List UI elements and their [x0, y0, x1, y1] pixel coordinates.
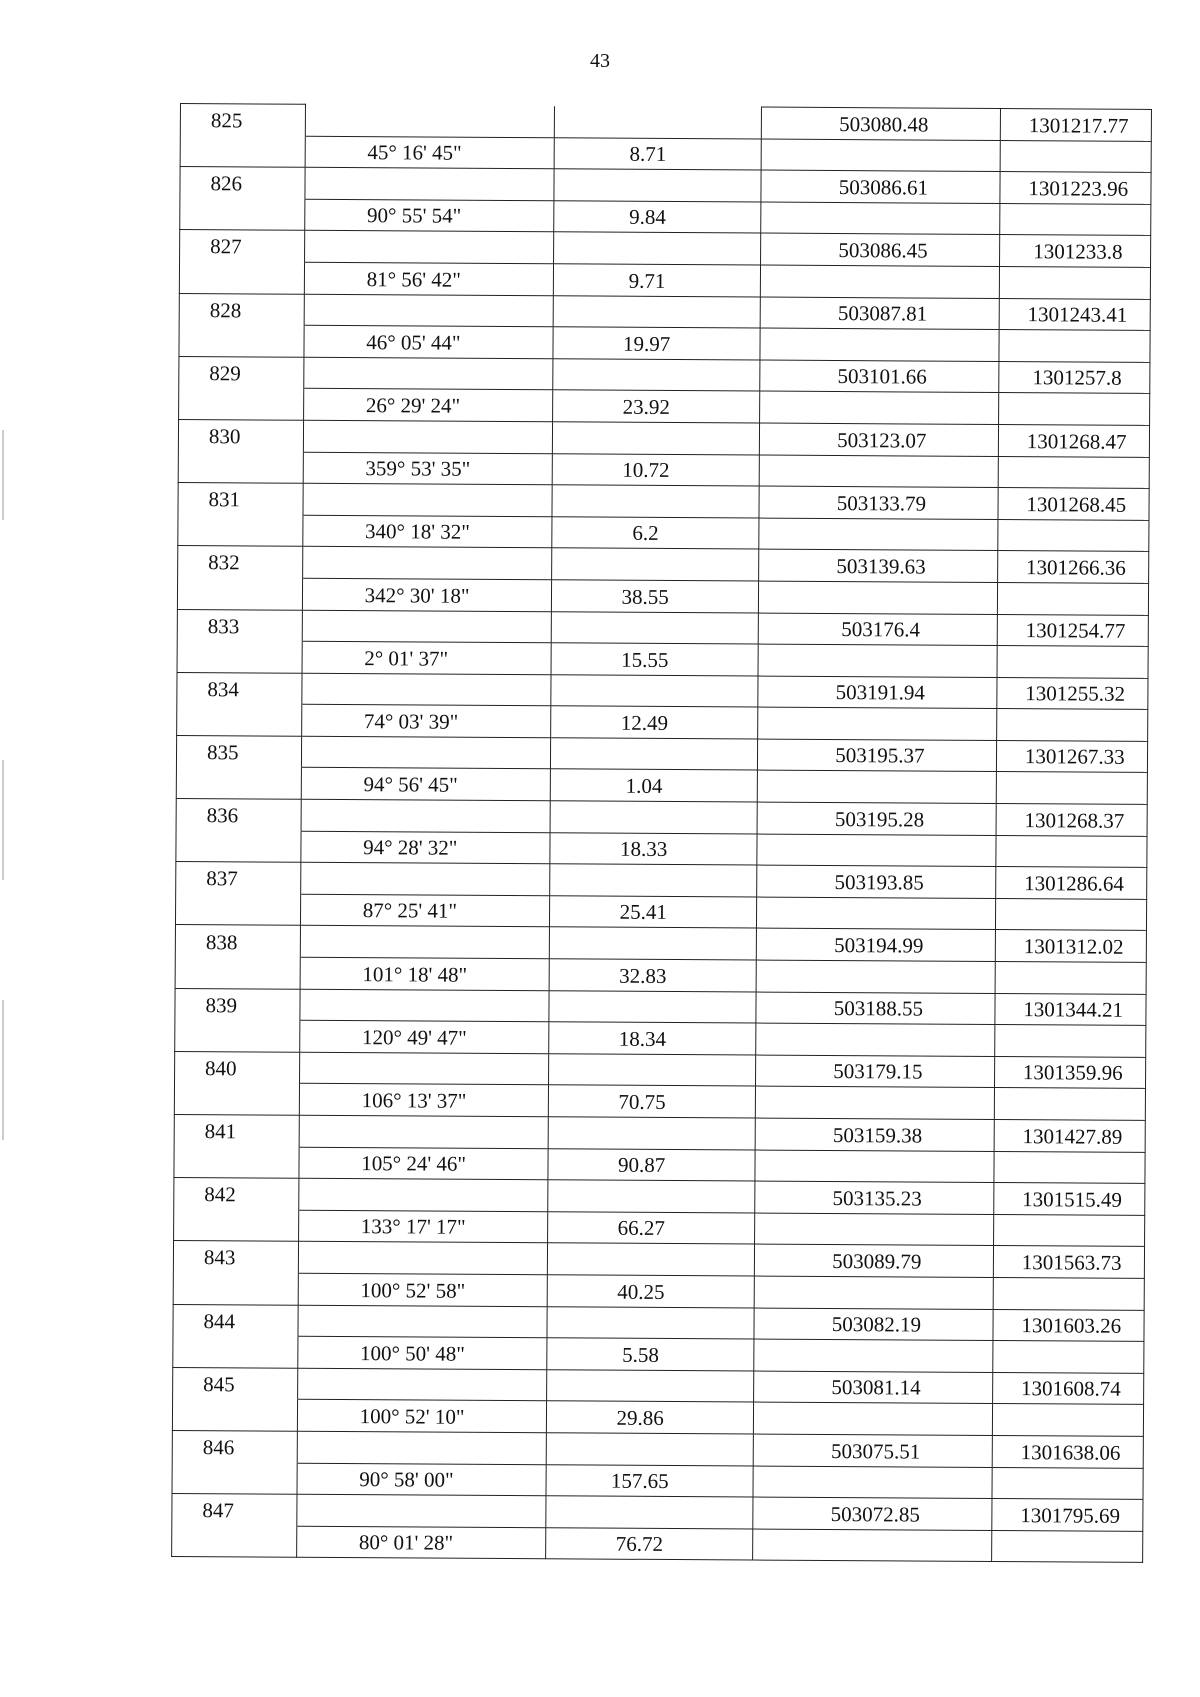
coordinate-x: 503072.85: [753, 1497, 991, 1530]
empty-cell: [760, 391, 998, 424]
coordinate-x: 503089.79: [755, 1244, 993, 1277]
empty-cell: [172, 1525, 297, 1557]
empty-cell: [180, 135, 305, 167]
empty-cell: [302, 673, 552, 706]
empty-cell: [755, 1213, 993, 1246]
empty-cell: [174, 1083, 299, 1115]
empty-cell: [993, 1151, 1145, 1184]
empty-cell: [177, 577, 302, 609]
coordinate-y: 1301255.32: [996, 677, 1148, 710]
empty-cell: [298, 1178, 548, 1211]
empty-cell: [552, 548, 759, 581]
coordinate-x: 503081.14: [754, 1371, 992, 1404]
coordinate-y: 1301267.33: [996, 740, 1148, 773]
coordinate-x: 503082.19: [754, 1308, 992, 1341]
bearing: 26° 29' 24": [303, 389, 553, 422]
empty-cell: [999, 266, 1151, 299]
empty-cell: [755, 1150, 993, 1183]
empty-cell: [551, 611, 758, 644]
coordinate-y: 1301268.37: [996, 804, 1148, 837]
point-number: 828: [179, 293, 304, 325]
empty-cell: [305, 167, 555, 200]
empty-cell: [180, 198, 305, 230]
bearing: 2° 01' 37": [302, 641, 552, 674]
coordinate-y: 1301795.69: [991, 1499, 1143, 1532]
empty-cell: [175, 893, 300, 925]
coordinate-x: 503101.66: [760, 360, 998, 393]
distance: 1.04: [550, 769, 757, 802]
distance: 18.34: [549, 1022, 756, 1055]
coordinate-y: 1301268.45: [997, 488, 1149, 521]
bearing: 87° 25' 41": [300, 894, 550, 927]
coordinate-y: 1301427.89: [994, 1119, 1146, 1152]
coordinate-x: 503159.38: [755, 1118, 993, 1151]
empty-cell: [761, 139, 999, 172]
empty-cell: [753, 1529, 991, 1562]
empty-cell: [552, 485, 759, 518]
empty-cell: [992, 1404, 1144, 1437]
empty-cell: [991, 1530, 1143, 1563]
distance: 8.71: [554, 137, 761, 170]
empty-cell: [997, 646, 1149, 679]
point-number: 843: [173, 1241, 298, 1273]
empty-cell: [297, 1368, 547, 1401]
coordinate-x: 503139.63: [759, 549, 997, 582]
coordinate-y: 1301243.41: [999, 298, 1151, 331]
bearing: 94° 28' 32": [301, 831, 551, 864]
empty-cell: [995, 835, 1147, 868]
empty-cell: [994, 1025, 1146, 1058]
distance: 9.71: [553, 264, 760, 297]
bearing: 94° 56' 45": [301, 768, 551, 801]
empty-cell: [179, 388, 304, 420]
point-number: 829: [179, 356, 304, 388]
empty-cell: [172, 1399, 297, 1431]
coordinate-y: 1301359.96: [994, 1056, 1146, 1089]
empty-cell: [546, 1433, 753, 1466]
empty-cell: [302, 610, 552, 643]
empty-cell: [993, 1214, 1145, 1247]
empty-cell: [992, 1341, 1144, 1374]
empty-cell: [554, 232, 761, 265]
empty-cell: [297, 1431, 547, 1464]
distance: 157.65: [546, 1464, 753, 1497]
empty-cell: [174, 1209, 299, 1241]
empty-cell: [298, 1305, 548, 1338]
coordinate-y: 1301257.8: [998, 361, 1150, 394]
empty-cell: [303, 420, 553, 453]
point-number: 834: [177, 672, 302, 704]
coordinate-x: 503087.81: [760, 297, 998, 330]
coordinate-x: 503176.4: [758, 613, 996, 646]
point-number: 845: [173, 1367, 298, 1399]
bearing: 45° 16' 45": [305, 136, 555, 169]
empty-cell: [760, 328, 998, 361]
distance: 9.84: [554, 201, 761, 234]
bearing: 340° 18' 32": [302, 515, 552, 548]
distance: 5.58: [547, 1338, 754, 1371]
point-number: 847: [172, 1494, 297, 1526]
bearing: 90° 58' 00": [297, 1463, 547, 1496]
empty-cell: [998, 456, 1150, 489]
point-number: 844: [173, 1304, 298, 1336]
coordinate-y: 1301254.77: [997, 614, 1149, 647]
empty-cell: [998, 393, 1150, 426]
empty-cell: [304, 294, 554, 327]
bearing: 100° 50' 48": [297, 1336, 547, 1369]
empty-cell: [297, 1494, 547, 1527]
scan-edge-mark: [2, 760, 4, 880]
empty-cell: [552, 422, 759, 455]
empty-cell: [305, 104, 555, 137]
empty-cell: [554, 169, 761, 202]
coordinate-y: 1301312.02: [995, 930, 1147, 963]
distance: 12.49: [551, 706, 758, 739]
distance: 15.55: [551, 643, 758, 676]
segment-row: [172, 1525, 1143, 1563]
empty-cell: [996, 772, 1148, 805]
empty-cell: [754, 1276, 992, 1309]
empty-cell: [753, 1466, 991, 1499]
empty-cell: [300, 926, 550, 959]
bearing: 105° 24' 46": [299, 1147, 549, 1180]
empty-cell: [996, 709, 1148, 742]
point-number: 825: [180, 104, 305, 136]
empty-cell: [551, 738, 758, 771]
distance: 29.86: [547, 1401, 754, 1434]
distance: 38.55: [552, 580, 759, 613]
empty-cell: [301, 799, 551, 832]
distance: 76.72: [546, 1527, 753, 1560]
bearing: 359° 53' 35": [303, 452, 553, 485]
point-number: 846: [172, 1430, 297, 1462]
bearing: 106° 13' 37": [299, 1084, 549, 1117]
coordinate-table: [171, 103, 1152, 1563]
point-number: 839: [175, 988, 300, 1020]
distance: 90.87: [548, 1148, 755, 1181]
bearing: 342° 30' 18": [302, 578, 552, 611]
point-number: 831: [178, 483, 303, 515]
coordinate-y: 1301608.74: [992, 1372, 1144, 1405]
empty-cell: [553, 359, 760, 392]
empty-cell: [999, 203, 1151, 236]
empty-cell: [546, 1496, 753, 1529]
empty-cell: [1000, 140, 1152, 173]
empty-cell: [759, 455, 997, 488]
empty-cell: [302, 547, 552, 580]
coordinate-y: 1301266.36: [997, 551, 1149, 584]
empty-cell: [548, 1117, 755, 1150]
empty-cell: [758, 707, 996, 740]
distance: 23.92: [553, 390, 760, 423]
distance: 70.75: [548, 1085, 755, 1118]
empty-cell: [756, 960, 994, 993]
empty-cell: [549, 1054, 756, 1087]
point-number: 836: [176, 799, 301, 831]
distance: 10.72: [552, 453, 759, 486]
scan-edge-mark: [2, 1000, 4, 1140]
empty-cell: [759, 518, 997, 551]
empty-cell: [550, 801, 757, 834]
coordinate-y: 1301268.47: [998, 424, 1150, 457]
point-number: 830: [178, 419, 303, 451]
point-number: 835: [176, 735, 301, 767]
empty-cell: [175, 1020, 300, 1052]
coordinate-x: 503179.15: [756, 1055, 994, 1088]
distance: 6.2: [552, 516, 759, 549]
empty-cell: [173, 1272, 298, 1304]
coordinate-x: 503080.48: [762, 107, 1000, 140]
coordinate-x: 503188.55: [756, 992, 994, 1025]
empty-cell: [547, 1306, 754, 1339]
empty-cell: [757, 834, 995, 867]
empty-cell: [992, 1467, 1144, 1500]
distance: 18.33: [550, 832, 757, 865]
empty-cell: [179, 261, 304, 293]
empty-cell: [995, 962, 1147, 995]
empty-cell: [177, 641, 302, 673]
point-number: 826: [180, 167, 305, 199]
distance: 40.25: [547, 1275, 754, 1308]
point-number: 827: [180, 230, 305, 262]
distance: 66.27: [548, 1212, 755, 1245]
empty-cell: [299, 1052, 549, 1085]
coordinate-x: 503123.07: [760, 423, 998, 456]
empty-cell: [754, 1339, 992, 1372]
point-number: 840: [175, 1051, 300, 1083]
empty-cell: [761, 265, 999, 298]
empty-cell: [993, 1277, 1145, 1310]
bearing: 101° 18' 48": [300, 957, 550, 990]
empty-cell: [759, 581, 997, 614]
empty-cell: [549, 927, 756, 960]
empty-cell: [176, 767, 301, 799]
distance: 25.41: [550, 896, 757, 929]
empty-cell: [178, 514, 303, 546]
empty-cell: [174, 1146, 299, 1178]
scan-edge-mark: [2, 430, 4, 520]
bearing: 46° 05' 44": [304, 325, 554, 358]
bearing: 80° 01' 28": [296, 1526, 546, 1559]
point-number: 837: [176, 862, 301, 894]
empty-cell: [756, 1086, 994, 1119]
empty-cell: [173, 1336, 298, 1368]
coordinate-x: 503086.61: [761, 170, 999, 203]
bearing: 133° 17' 17": [298, 1210, 548, 1243]
coordinate-y: 1301603.26: [992, 1309, 1144, 1342]
coordinate-x: 503195.37: [758, 739, 996, 772]
coordinate-x: 503086.45: [761, 233, 999, 266]
empty-cell: [301, 736, 551, 769]
coordinate-y: 1301344.21: [994, 993, 1146, 1026]
empty-cell: [758, 644, 996, 677]
empty-cell: [756, 1023, 994, 1056]
empty-cell: [547, 1243, 754, 1276]
empty-cell: [177, 704, 302, 736]
empty-cell: [754, 1402, 992, 1435]
empty-cell: [172, 1462, 297, 1494]
coordinate-x: 503193.85: [757, 865, 995, 898]
empty-cell: [994, 1088, 1146, 1121]
distance: 19.97: [553, 327, 760, 360]
coordinate-y: 1301563.73: [993, 1246, 1145, 1279]
coordinate-y: 1301223.96: [999, 172, 1151, 205]
coordinate-y: 1301217.77: [1000, 109, 1152, 142]
empty-cell: [995, 898, 1147, 931]
bearing: 100° 52' 58": [298, 1273, 548, 1306]
point-number: 832: [178, 546, 303, 578]
empty-cell: [176, 830, 301, 862]
coordinate-x: 503133.79: [759, 486, 997, 519]
empty-cell: [997, 582, 1149, 615]
empty-cell: [549, 990, 756, 1023]
distance: 32.83: [549, 959, 756, 992]
coordinate-x: 503195.28: [757, 802, 995, 835]
point-number: 833: [177, 609, 302, 641]
bearing: 100° 52' 10": [297, 1400, 547, 1433]
empty-cell: [757, 771, 995, 804]
empty-cell: [179, 325, 304, 357]
empty-cell: [997, 519, 1149, 552]
coordinate-x: 503135.23: [755, 1181, 993, 1214]
empty-cell: [299, 1115, 549, 1148]
empty-cell: [761, 202, 999, 235]
empty-cell: [304, 231, 554, 264]
coordinate-y: 1301233.8: [999, 235, 1151, 268]
bearing: 81° 56' 42": [304, 262, 554, 295]
empty-cell: [998, 330, 1150, 363]
coordinate-x: 503194.99: [757, 928, 995, 961]
empty-cell: [300, 863, 550, 896]
empty-cell: [298, 1242, 548, 1275]
empty-cell: [175, 957, 300, 989]
bearing: 90° 55' 54": [304, 199, 554, 232]
empty-cell: [548, 1180, 755, 1213]
empty-cell: [300, 989, 550, 1022]
bearing: 120° 49' 47": [299, 1020, 549, 1053]
point-number: 841: [174, 1114, 299, 1146]
empty-cell: [551, 674, 758, 707]
coordinate-x: 503191.94: [758, 676, 996, 709]
empty-cell: [550, 864, 757, 897]
coordinate-y: 1301515.49: [993, 1183, 1145, 1216]
point-number: 842: [174, 1178, 299, 1210]
page-number: 43: [590, 50, 610, 72]
coordinate-y: 1301638.06: [992, 1435, 1144, 1468]
coordinate-table-body: [172, 104, 1152, 1563]
empty-cell: [303, 357, 553, 390]
point-number: 838: [175, 925, 300, 957]
empty-cell: [554, 106, 761, 139]
empty-cell: [547, 1370, 754, 1403]
bearing: 74° 03' 39": [301, 705, 551, 738]
empty-cell: [757, 897, 995, 930]
coordinate-y: 1301286.64: [995, 867, 1147, 900]
empty-cell: [553, 295, 760, 328]
empty-cell: [303, 483, 553, 516]
empty-cell: [178, 451, 303, 483]
coordinate-x: 503075.51: [753, 1434, 991, 1467]
